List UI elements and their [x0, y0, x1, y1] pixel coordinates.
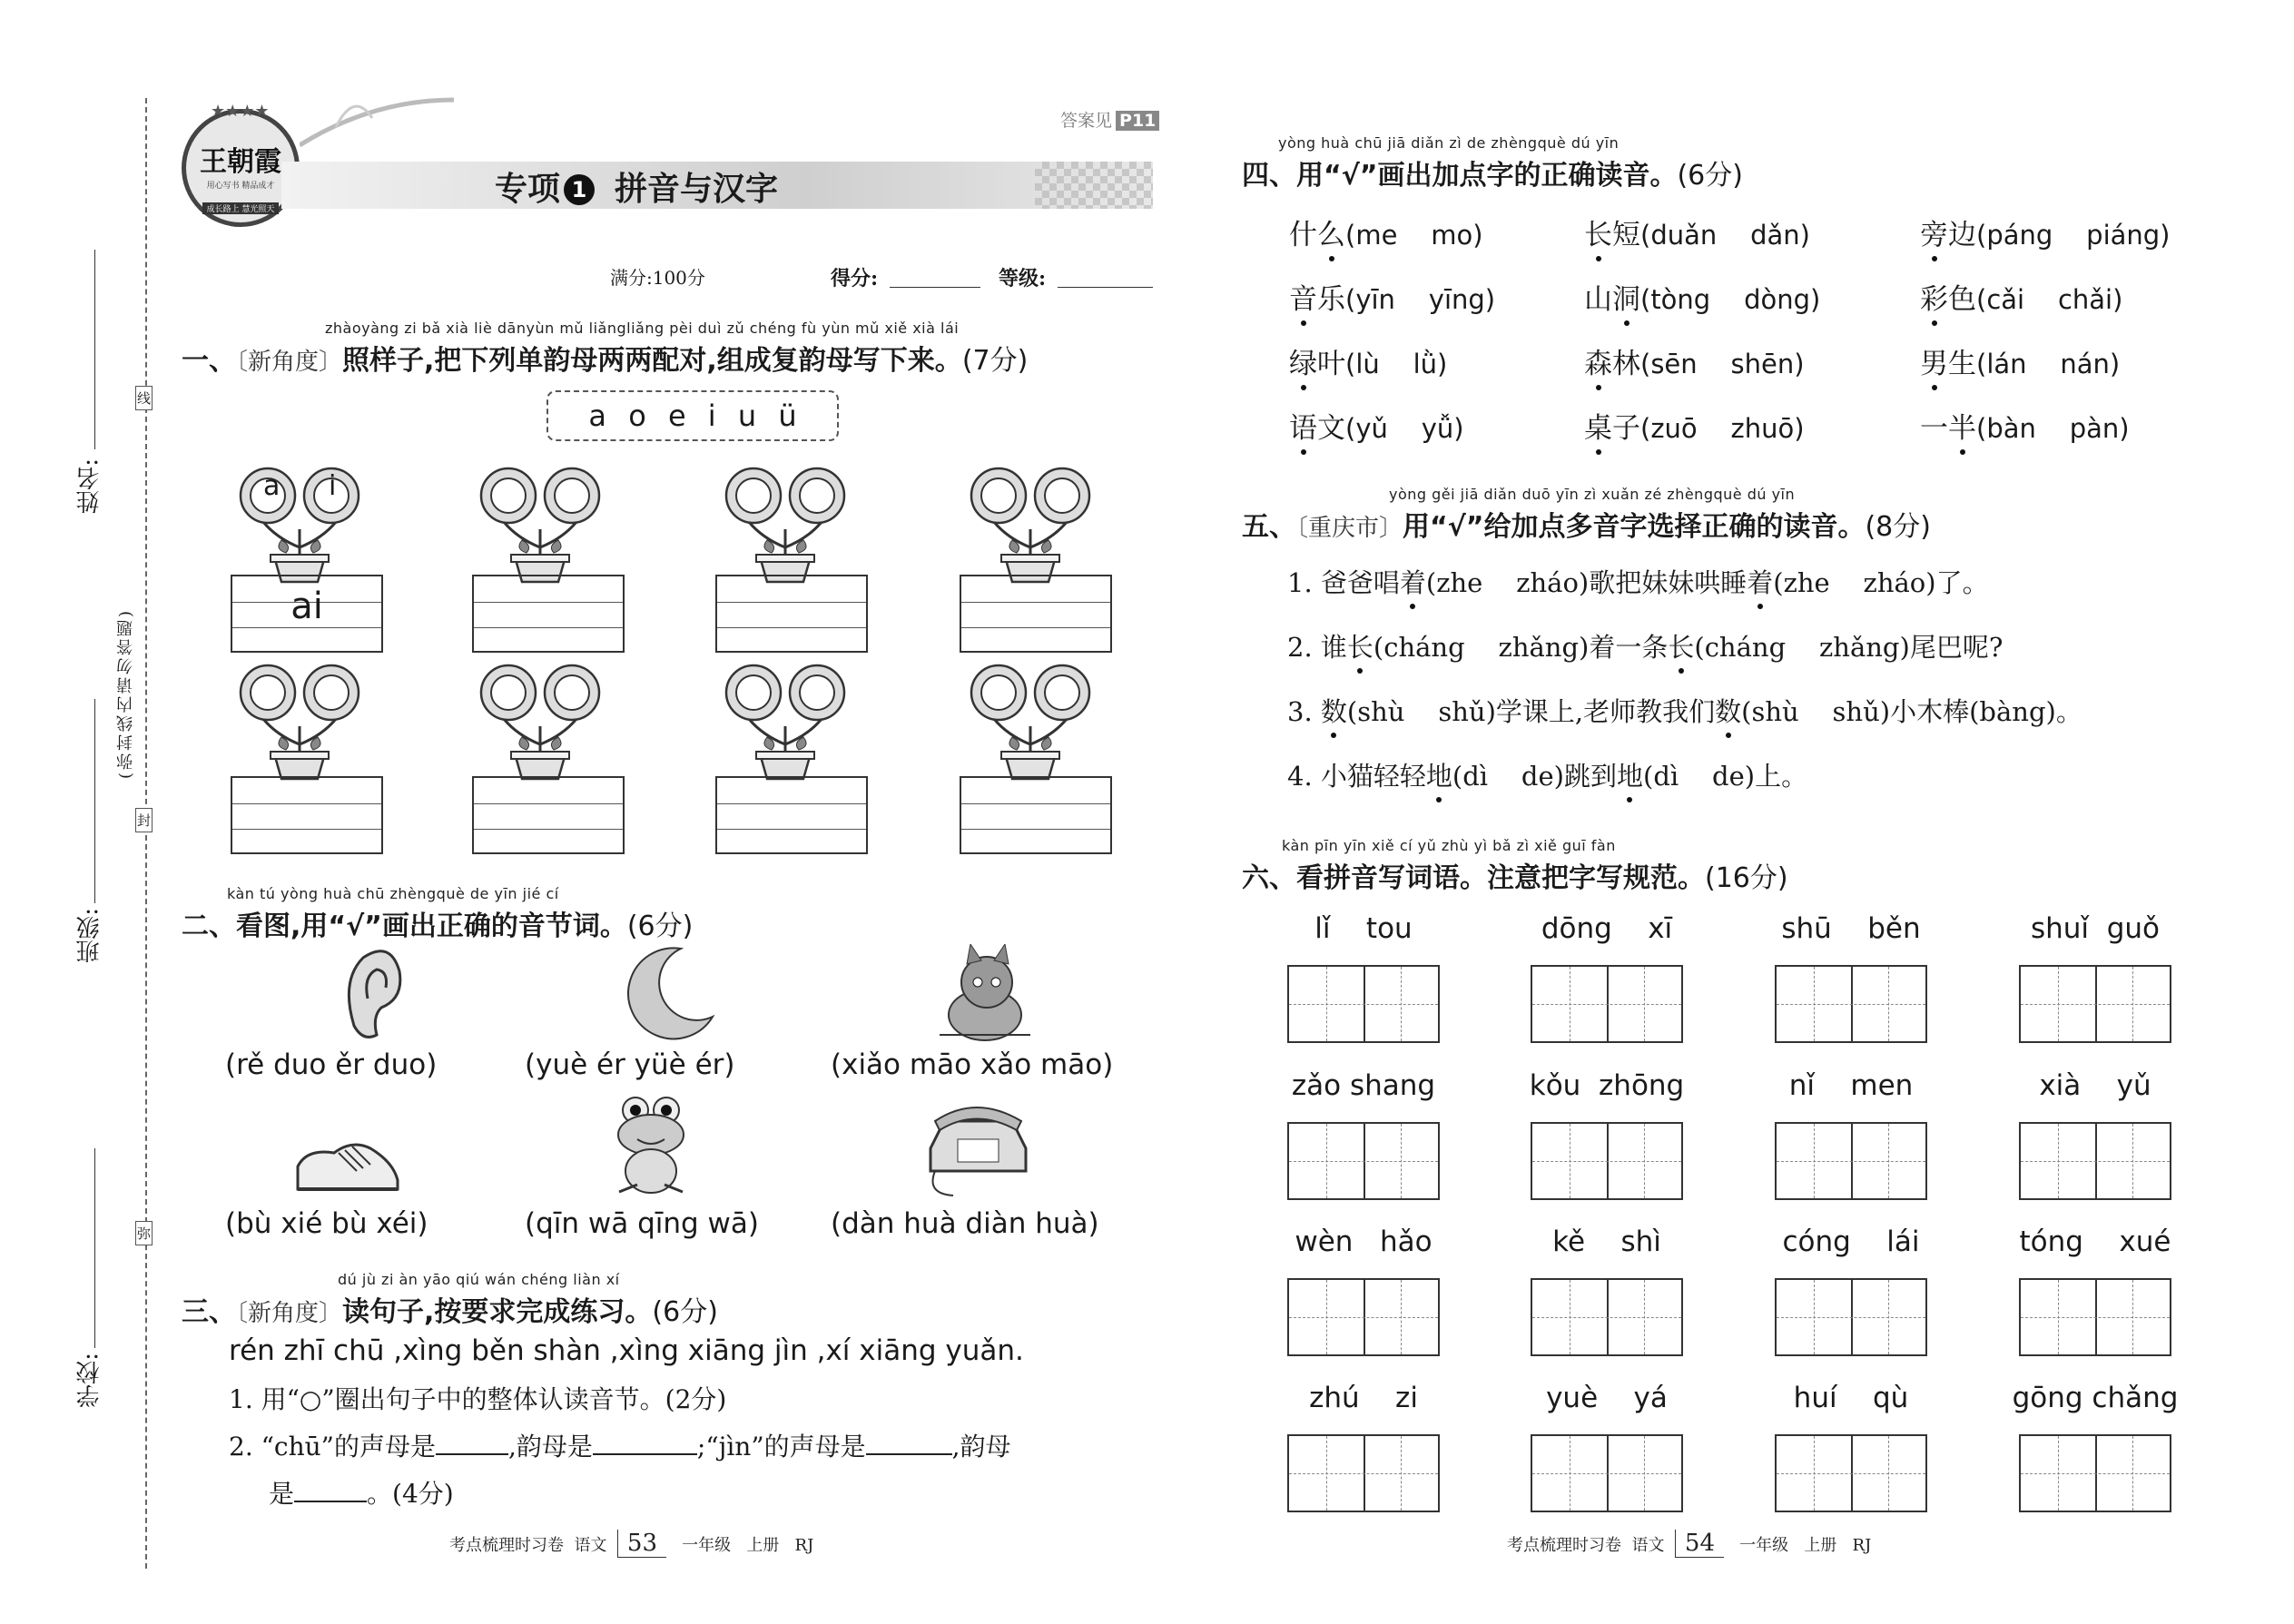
q6-write-box[interactable]: [2019, 965, 2171, 1043]
binding-note: (弥封线内请勿答题): [116, 608, 135, 780]
footer-left: 考点梳理时习卷 语文 53 一年级 上册 RJ: [449, 1530, 814, 1557]
q1-answer-box-7[interactable]: [715, 776, 868, 854]
full-score: 满分:100分: [610, 267, 705, 289]
q6-word-pinyin: huí qù: [1793, 1382, 1909, 1414]
logo-ribbon: [300, 91, 463, 163]
binding-mark-xian: 线: [135, 386, 153, 410]
q3-sentence: rén zhī chū ,xìng běn shàn ,xìng xiāng jìn ,xí xiāng yuǎn.: [229, 1334, 1024, 1367]
q2-option-cat[interactable]: (xiǎo māo xǎo māo): [831, 1048, 1114, 1081]
grade-label: 等级:: [999, 267, 1047, 290]
frog-image: [610, 1094, 692, 1198]
binding-class-label: 班级:: [76, 908, 103, 963]
page-title: 专项 1 拼音与汉字: [495, 171, 779, 208]
q3-sub1: 1. 用“○”圈出句子中的整体认读音节。(2分): [229, 1384, 727, 1414]
q4-pinyin: yòng huà chū jiā diǎn zì de zhèngquè dú yīn: [1278, 134, 1620, 152]
logo-sub1: 用心写书 精品成才: [206, 182, 275, 191]
q4-item[interactable]: 桌子(zuō zhuō): [1584, 405, 1805, 446]
q6-write-box[interactable]: [1531, 1434, 1683, 1512]
q3-sub2-cont: 是 。(4分): [269, 1479, 454, 1509]
binding-mark-feng: 封: [135, 808, 153, 832]
page-number-left: 53: [617, 1530, 666, 1558]
q2-option-moon[interactable]: (yuè ér yüè ér): [525, 1048, 735, 1081]
q6-word-pinyin: cóng lái: [1782, 1225, 1920, 1258]
q6-word-pinyin: kě shì: [1552, 1225, 1661, 1258]
binding-school-label: 学校:: [76, 1353, 103, 1408]
class-field-line[interactable]: [94, 699, 95, 903]
q4-heading: 四、用“√”画出加点字的正确读音。(6分): [1242, 160, 1743, 192]
q4-item[interactable]: 语文(yǔ yǚ): [1289, 405, 1464, 446]
q6-word-pinyin: dōng xī: [1541, 912, 1673, 945]
q6-write-box[interactable]: [1287, 1434, 1440, 1512]
q5-pinyin: yòng gěi jiā diǎn duō yīn zì xuǎn zé zhèngquè dú yīn: [1389, 486, 1796, 503]
q5-sentence[interactable]: 3. 数(shù shǔ)学课上,老师教我们数(shù shǔ)小木棒(bàng)。: [1287, 692, 2082, 729]
q6-write-box[interactable]: [2019, 1434, 2171, 1512]
q6-write-box[interactable]: [1531, 1278, 1683, 1356]
q4-item[interactable]: 长短(duǎn dǎn): [1584, 212, 1810, 252]
q3-blank-4[interactable]: [294, 1500, 367, 1502]
q2-heading: 二、看图,用“√”画出正确的音节词。(6分): [182, 910, 694, 942]
q6-word-pinyin: kǒu zhōng: [1529, 1069, 1685, 1102]
q6-write-box[interactable]: [1287, 1278, 1440, 1356]
q6-write-box[interactable]: [1775, 1434, 1927, 1512]
moon-image: [617, 944, 717, 1044]
grade-field[interactable]: [1058, 287, 1153, 288]
school-field-line[interactable]: [94, 1148, 95, 1348]
q1-heading: 一、〔新角度〕照样子,把下列单韵母两两配对,组成复韵母写下来。(7分): [182, 345, 1029, 377]
q6-write-box[interactable]: [1531, 1122, 1683, 1200]
q1-answer-box-2[interactable]: [472, 575, 625, 653]
q6-word-pinyin: wèn hǎo: [1295, 1225, 1433, 1258]
q4-item[interactable]: 男生(lán nán): [1920, 340, 2120, 381]
title-banner-checker: [1035, 162, 1153, 209]
phone-image: [917, 1094, 1035, 1203]
q2-option-frog[interactable]: (qīn wā qīng wā): [525, 1207, 760, 1240]
q4-item[interactable]: 一半(bàn pàn): [1920, 405, 2130, 446]
logo-text: 王朝霞: [200, 146, 281, 178]
logo-sub2: 成长路上 慧光照天: [202, 202, 279, 214]
q4-item[interactable]: 音乐(yīn yīng): [1289, 276, 1495, 317]
q6-heading: 六、看拼音写词语。注意把字写规范。(16分): [1242, 862, 1788, 894]
score-field[interactable]: [890, 287, 980, 288]
answer-page-badge: P11: [1116, 111, 1159, 131]
title-number-badge: 1: [564, 174, 595, 205]
q4-item[interactable]: 森林(sēn shēn): [1584, 340, 1805, 381]
q6-word-pinyin: nǐ men: [1788, 1069, 1914, 1102]
q6-word-pinyin: xià yǔ: [2039, 1069, 2151, 1102]
q2-pinyin: kàn tú yòng huà chū zhèngquè de yīn jié cí: [227, 885, 559, 902]
q4-item[interactable]: 什么(me mo): [1289, 212, 1483, 252]
q5-sentence[interactable]: 1. 爸爸唱着(zhe zháo)歌把妹妹哄睡着(zhe zháo)了。: [1287, 563, 1989, 600]
q1-vowel-box: a o e i u ü: [546, 390, 839, 441]
q3-blank-2[interactable]: [593, 1452, 697, 1455]
q6-write-box[interactable]: [1287, 965, 1440, 1043]
q6-write-box[interactable]: [2019, 1122, 2171, 1200]
score-label: 得分:: [831, 267, 879, 290]
q1-example-left: a: [263, 470, 281, 502]
page-number-right: 54: [1675, 1530, 1724, 1558]
binding-mark-mi: 弥: [135, 1221, 153, 1245]
q6-write-box[interactable]: [1775, 965, 1927, 1043]
q4-item[interactable]: 绿叶(lù lǜ): [1289, 340, 1447, 381]
q1-answer-box-8[interactable]: [960, 776, 1112, 854]
q3-sub2: 2. “chū”的声母是 ,韵母是 ;“jìn”的声母是 ,韵母: [229, 1432, 1011, 1462]
q3-heading: 三、〔新角度〕读句子,按要求完成练习。(6分): [182, 1296, 718, 1328]
q6-pinyin: kàn pīn yīn xiě cí yǔ zhù yì bǎ zì xiě guī fàn: [1282, 837, 1616, 854]
q5-sentence[interactable]: 4. 小猫轻轻地(dì de)跳到地(dì de)上。: [1287, 756, 1807, 793]
q6-write-box[interactable]: [1775, 1122, 1927, 1200]
q5-sentence[interactable]: 2. 谁长(cháng zhǎng)着一条长(cháng zhǎng)尾巴呢?: [1287, 627, 2003, 664]
q3-blank-3[interactable]: [866, 1452, 952, 1455]
q6-word-pinyin: shuǐ guǒ: [2030, 912, 2161, 945]
q1-answer-box-3[interactable]: [715, 575, 868, 653]
q6-word-pinyin: zhú zi: [1309, 1382, 1418, 1414]
q4-item[interactable]: 彩色(cǎi chǎi): [1920, 276, 2122, 317]
q1-answer-box-5[interactable]: [231, 776, 383, 854]
q2-option-phone[interactable]: (dàn huà diàn huà): [831, 1207, 1099, 1240]
q6-word-pinyin: yuè yá: [1546, 1382, 1668, 1414]
cat-image: [930, 944, 1030, 1044]
q6-write-box[interactable]: [1775, 1278, 1927, 1356]
q1-example-right: i: [329, 470, 337, 502]
ear-image: [336, 944, 409, 1044]
q2-option-shoe[interactable]: (bù xié bù xéi): [225, 1207, 428, 1240]
q4-item[interactable]: 旁边(páng piáng): [1920, 212, 2171, 252]
q6-word-pinyin: tóng xué: [2019, 1225, 2171, 1258]
q1-answer-box-4[interactable]: [960, 575, 1112, 653]
q1-pinyin: zhàoyàng zi bǎ xià liè dānyùn mǔ liǎngliǎng pèi duì zǔ chéng fù yùn mǔ xiě xià lái: [325, 320, 960, 337]
answer-ref: 答案见 P11: [1060, 107, 1159, 132]
q1-answer-box-1[interactable]: [231, 575, 383, 653]
q2-option-ear[interactable]: (rě duo ěr duo): [225, 1048, 438, 1081]
q6-write-box[interactable]: [1287, 1122, 1440, 1200]
binding-name-label: 姓名:: [76, 458, 103, 514]
q3-blank-1[interactable]: [436, 1452, 508, 1455]
q6-word-pinyin: zǎo shang: [1291, 1069, 1436, 1102]
q1-answer-box-6[interactable]: [472, 776, 625, 854]
footer-right: 考点梳理时习卷 语文 54 一年级 上册 RJ: [1507, 1530, 1872, 1557]
q1-example-answer: ai: [290, 586, 323, 627]
shoe-image: [289, 1130, 407, 1203]
q4-item[interactable]: 山洞(tòng dòng): [1584, 276, 1820, 317]
logo-stars: ★★★★: [211, 102, 270, 121]
q6-word-pinyin: shū běn: [1781, 912, 1921, 945]
q6-write-box[interactable]: [1531, 965, 1683, 1043]
q6-word-pinyin: lǐ tou: [1314, 912, 1413, 945]
name-field-line[interactable]: [94, 250, 95, 449]
q3-pinyin: dú jù zi àn yāo qiú wán chéng liàn xí: [338, 1271, 620, 1288]
q6-write-box[interactable]: [2019, 1278, 2171, 1356]
q5-heading: 五、〔重庆市〕用“√”给加点多音字选择正确的读音。(8分): [1242, 511, 1931, 543]
q6-word-pinyin: gōng chǎng: [2012, 1382, 2179, 1414]
binding-line: [145, 98, 147, 1569]
